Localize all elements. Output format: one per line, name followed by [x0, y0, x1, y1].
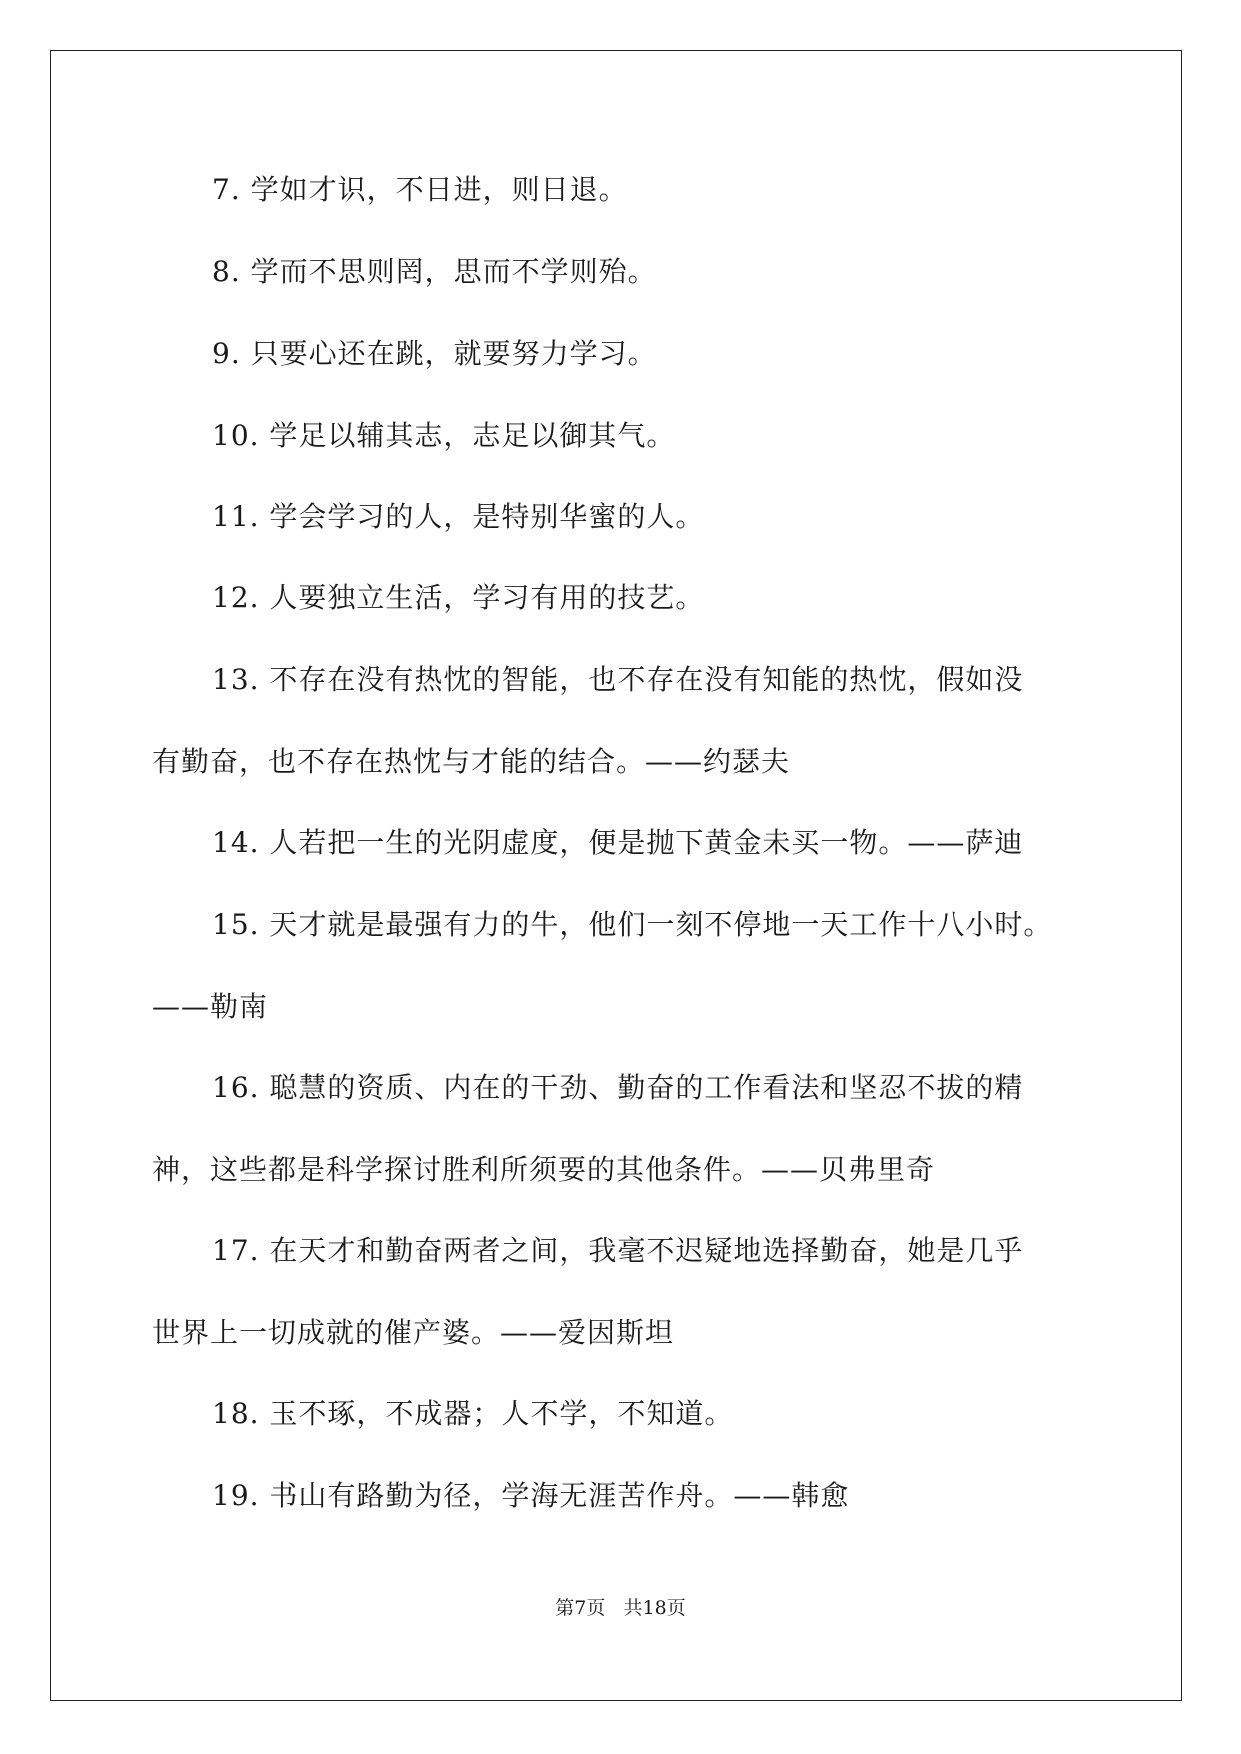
page-total: 共18页	[623, 1597, 686, 1619]
page-border	[50, 50, 1182, 1701]
quote-line: 18. 玉不琢，不成器；人不学，不知道。	[212, 1397, 734, 1430]
quote-line: 17. 在天才和勤奋两者之间，我毫不迟疑地选择勤奋，她是几乎	[212, 1234, 1024, 1267]
quote-line: 19. 书山有路勤为径，学海无涯苦作舟。——韩愈	[212, 1479, 850, 1512]
quote-line: 神，这些都是科学探讨胜利所须要的其他条件。——贝弗里奇	[152, 1153, 936, 1186]
page-number: 第7页	[555, 1597, 606, 1619]
quote-line: 8. 学而不思则罔，思而不学则殆。	[212, 255, 657, 288]
page-footer	[0, 1593, 1241, 1620]
quote-line: 12. 人要独立生活，学习有用的技艺。	[212, 581, 705, 614]
quote-line: 14. 人若把一生的光阴虚度，便是抛下黄金未买一物。——萨迪	[212, 826, 1024, 859]
quote-line: 有勤奋，也不存在热忱与才能的结合。——约瑟夫	[152, 745, 791, 778]
quote-line: 13. 不存在没有热忱的智能，也不存在没有知能的热忱，假如没	[212, 663, 1024, 696]
quote-line: 7. 学如才识，不日进，则日退。	[212, 173, 628, 206]
quote-line: 10. 学足以辅其志，志足以御其气。	[212, 419, 676, 452]
quote-line: 15. 天才就是最强有力的牛，他们一刻不停地一天工作十八小时。	[212, 908, 1053, 941]
quote-line: 11. 学会学习的人，是特别华蜜的人。	[212, 500, 705, 533]
quote-line: 9. 只要心还在跳，就要努力学习。	[212, 337, 657, 370]
quote-line: 世界上一切成就的催产婆。——爱因斯坦	[152, 1316, 675, 1349]
quote-line: 16. 聪慧的资质、内在的干劲、勤奋的工作看法和坚忍不拔的精	[212, 1071, 1024, 1104]
quote-line: ——勒南	[152, 990, 269, 1023]
